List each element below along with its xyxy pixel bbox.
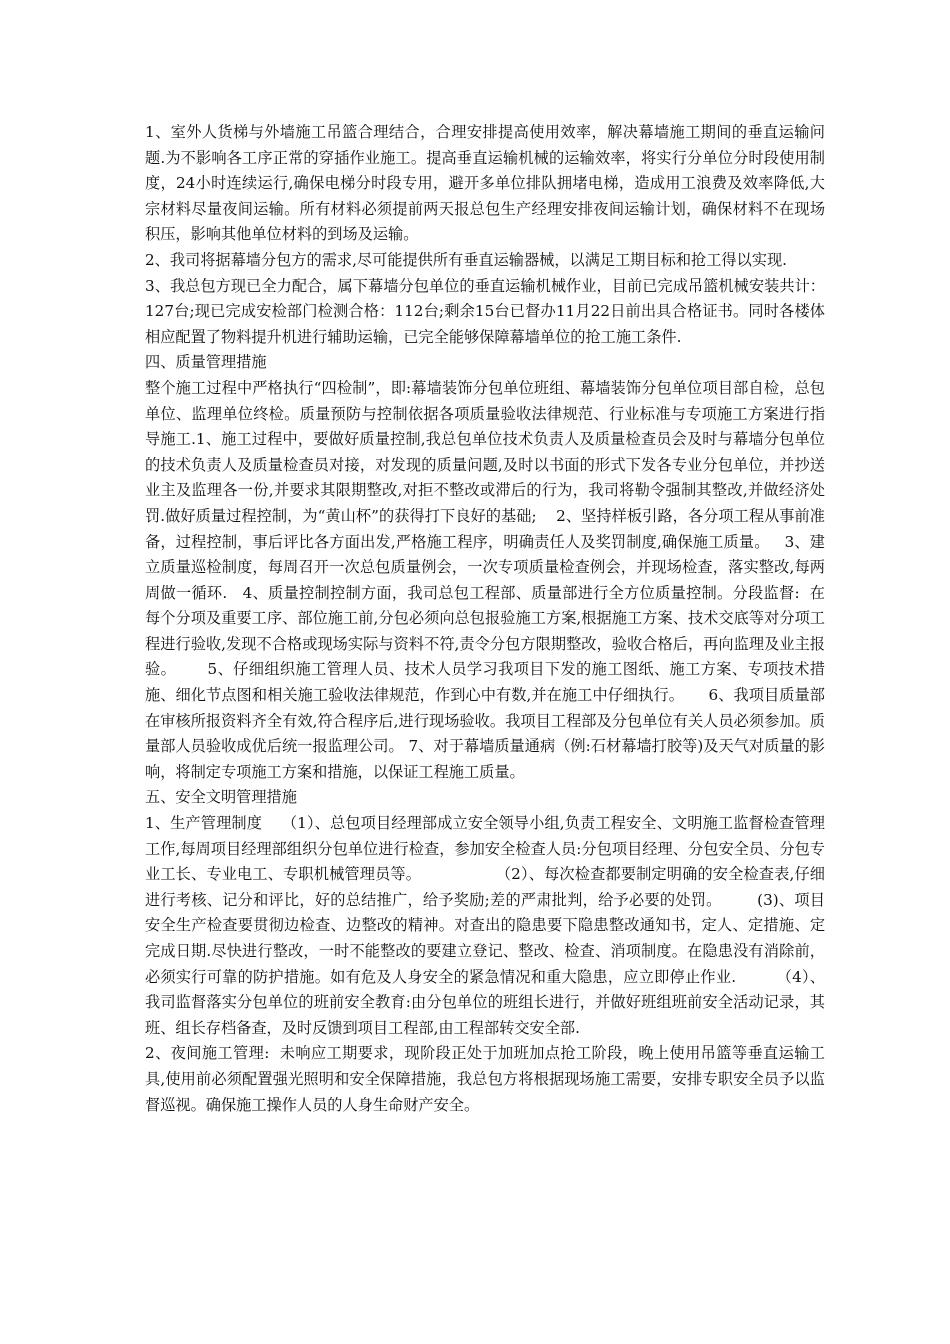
document-page bbox=[145, 120, 825, 1118]
section-heading-safety: 五、安全文明管理措施 bbox=[145, 788, 297, 807]
paragraph-vertical-transport: 1、室外人货梯与外墙施工吊篮合理结合，合理安排提高使用效率，解决幕墙施工期间的垂直运输问题.为不影响各工序正常的穿插作业施工。提高垂直运输机械的运输效率，将实行分单位分时段使用制度，24小时连续运行,确保电梯分时段专用，避开多单位排队拥堵电梯，造成用工浪费及效率降低,大宗材料尽量夜间运输。所有材料必须提前两天报总包生产经理安排夜间运输计划，确保材料不在现场积压，影响其他单位材料的到场及运输。 bbox=[145, 123, 825, 244]
paragraph-production-management: 1、生产管理制度 （1）、总包项目经理部成立安全领导小组,负责工程安全、文明施工监督检查管理工作,每周项目经理部组织分包单位进行检查，参加安全检查人员:分包项目经理、分包安全员、分包专业工长、专业电工、专职机械管理员等。 （2）、每次检查都要制定明确的安全检查表,仔细进行考核、记分和评比，好的总结推广，给予奖励;差的严肃批判，给予必要的处罚。 (3)、项目安全生产检查要贯彻边检查、边整改的精神。对查出的隐患要下隐患整改通知书，定人、定措施、定完成日期.尽快进行整改，一时不能整改的要建立登记、整改、检查、消项制度。在隐患没有消除前，必须实行可靠的防护措施。如有危及人身安全的紧急情况和重大隐患，应立即停止作业. （4）、我司监督落实分包单位的班前安全教育:由分包单位的班组长进行，并做好班组班前安全活动记录，其班、组长存档备查，及时反馈到项目工程部,由工程部转交安全部. bbox=[145, 814, 825, 1037]
paragraph-equipment-supply: 2、我司将据幕墙分包方的需求,尽可能提供所有垂直运输器械，以满足工期目标和抢工得以实现. bbox=[145, 250, 788, 269]
section-heading-quality: 四、质量管理措施 bbox=[145, 353, 267, 372]
paragraph-quality-measures: 整个施工过程中严格执行“四检制”，即:幕墙装饰分包单位班组、幕墙装饰分包单位项目部自检，总包单位、监理单位终检。质量预防与控制依据各项质量验收法律规范、行业标准与专项施工方案进行指导施工.1、施工过程中，要做好质量控制,我总包单位技术负责人及质量检查员会及时与幕墙分包单位的技术负责人及质量检查员对接，对发现的质量问题,及时以书面的形式下发各专业分包单位，并抄送业主及监理各一份,并要求其限期整改,对拒不整改或滞后的行为，我司将勒令强制其整改,并做经济处罚.做好质量过程控制，为“黄山杯”的获得打下良好的基础; 2、坚持样板引路，各分项工程从事前准备，过程控制，事后评比各方面出发,严格施工程序，明确责任人及奖罚制度,确保施工质量。 3、建立质量巡检制度，每周召开一次总包质量例会，一次专项质量检查例会，并现场检查，落实整改,每两周做一循环. 4、质量控制控制方面，我司总包工程部、质量部进行全方位质量控制。分段监督: 在每个分项及重要工序、部位施工前,分包必须向总包报验施工方案,根据施工方案、技术交底等对分项工程进行验收,发现不合格或现场实际与资料不符,责令分包方限期整改，验收合格后，再向监理及业主报验。 5、仔细组织施工管理人员、技术人员学习我项目下发的施工图纸、施工方案、专项技术措施、细化节点图和相关施工验收法律规范，作到心中有数,并在施工中仔细执行。 6、我项目质量部在审核所报资料齐全有效,符合程序后,进行现场验收。我项目工程部及分包单位有关人员必须参加。质量部人员验收成优后统一报监理公司。 7、对于幕墙质量通病（例:石材幕墙打胶等)及天气对质量的影响，将制定专项施工方案和措施，以保证工程施工质量。 bbox=[145, 378, 825, 781]
paragraph-gondola-installation: 3、我总包方现已全力配合，属下幕墙分包单位的垂直运输机械作业，目前已完成吊篮机械安装共计：127台;现已完成安检部门检测合格：112台;剩余15台已督办11月22日前出具合格证书。同时各楼体相应配置了物料提升机进行辅助运输，已完全能够保障幕墙单位的抢工施工条件. bbox=[145, 276, 825, 346]
paragraph-night-construction: 2、夜间施工管理: 未响应工期要求，现阶段正处于加班加点抢工阶段，晚上使用吊篮等垂直运输工具,使用前必须配置强光照明和安全保障措施，我总包方将根据现场施工需要，安排专职安全员予以监督巡视。确保施工操作人员的人身生命财产安全。 bbox=[145, 1044, 825, 1114]
